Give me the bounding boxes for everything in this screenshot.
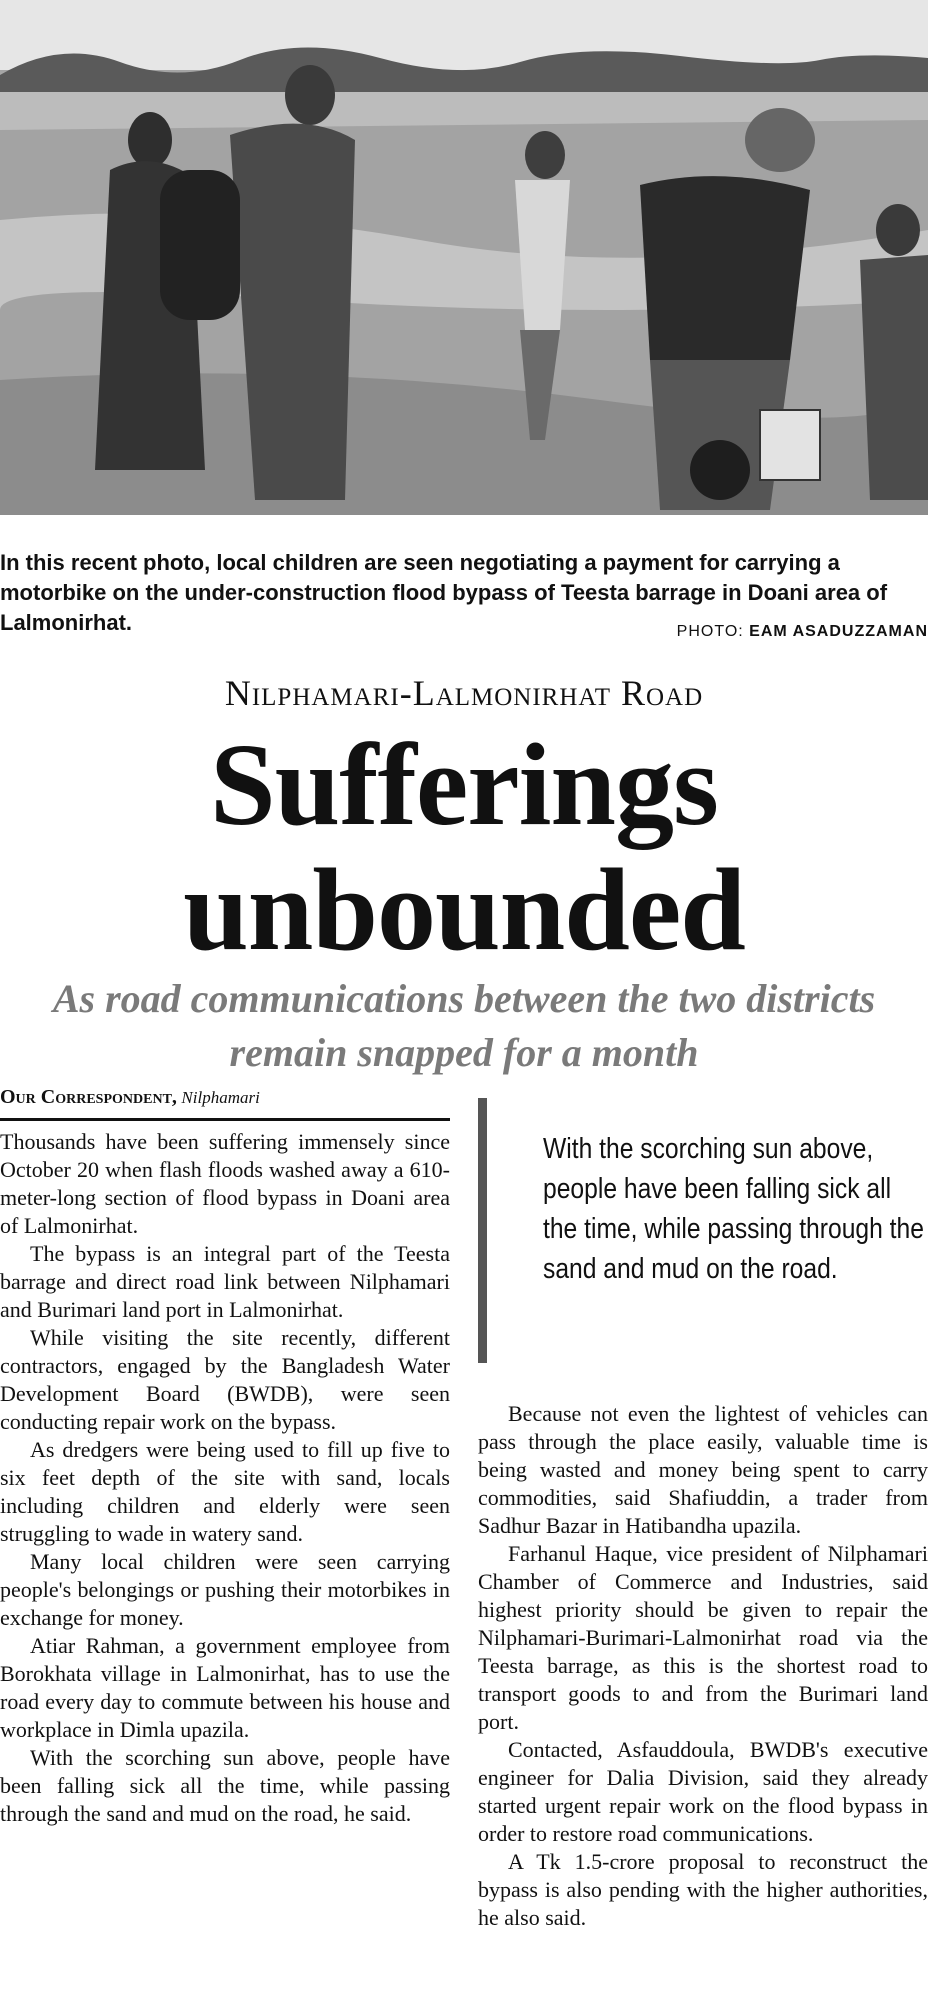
paragraph: With the scorching sun above, people have been falling sick all the time, while passing through the sand and mud on the road, he said. <box>0 1745 450 1826</box>
photo-credit-prefix: PHOTO: <box>676 623 744 640</box>
byline-place: Nilphamari <box>181 1088 260 1107</box>
byline-name: Our Correspondent, <box>0 1086 177 1108</box>
paragraph: Because not even the lightest of vehicles can pass through the place easily, valuable time is being wasted and money being spent to carry commodities, said Shafiuddin, a trader from Sadhur Bazar in Hatibandha upazila. <box>478 1401 928 1538</box>
article-column-1 <box>0 1128 450 1828</box>
news-photo <box>0 0 928 515</box>
paragraph: While visiting the site recently, different contractors, engaged by the Bangladesh Water Development Board (BWDB), were seen conducting repair work on the bypass. <box>0 1325 450 1434</box>
paragraph: Farhanul Haque, vice president of Nilphamari Chamber of Commerce and Industries, said highest priority should be given to repair the Nilphamari-Burimari-Lalmonirhat road via the Teesta barrage, as this is the shortest road to transport goods to and from the Burimari land port. <box>478 1541 928 1734</box>
headline-line-2: unbounded <box>183 844 745 975</box>
photo-scene <box>0 0 928 515</box>
byline <box>0 1086 260 1109</box>
paragraph: A Tk 1.5-crore proposal to reconstruct the bypass is also pending with the higher authorities, he also said. <box>478 1849 928 1930</box>
paragraph: Many local children were seen carrying people's belongings or pushing their motorbikes in exchange for money. <box>0 1549 450 1630</box>
article-column-2 <box>478 1400 928 1932</box>
photo-caption: In this recent photo, local children are seen negotiating a payment for carrying a motorbike on the under-construction flood bypass of Teesta barrage in Doani area of Lalmonirhat. <box>0 550 888 635</box>
headline-line-1: Sufferings <box>210 719 718 850</box>
deck-line-2: remain snapped for a month <box>229 1030 699 1075</box>
paragraph: Thousands have been suffering immensely since October 20 when flash floods washed away a 610-meter-long section of flood bypass in Doani area of Lalmonirhat. <box>0 1129 450 1238</box>
photo-credit <box>677 623 928 641</box>
pull-quote-text: With the scorching sun above, people have been falling sick all the time, while passing through the sand and mud on the road. <box>543 1133 924 1285</box>
byline-rule <box>0 1118 450 1121</box>
photo-credit-name: EAM ASADUZZAMAN <box>749 623 928 640</box>
kicker: Nilphamari-Lalmonirhat Road <box>224 673 704 713</box>
pull-quote <box>478 1098 928 1363</box>
paragraph: Contacted, Asfauddoula, BWDB's executive engineer for Dalia Division, said they already started urgent repair work on the flood bypass in order to restore road communications. <box>478 1737 928 1846</box>
paragraph: The bypass is an integral part of the Teesta barrage and direct road link between Nilphamari and Burimari land port in Lalmonirhat. <box>0 1241 450 1322</box>
paragraph: As dredgers were being used to fill up five to six feet depth of the site with sand, locals including children and elderly were seen struggling to wade in watery sand. <box>0 1437 450 1546</box>
paragraph: Atiar Rahman, a government employee from Borokhata village in Lalmonirhat, has to use the road every day to commute between his house and workplace in Dimla upazila. <box>0 1633 450 1742</box>
deck <box>0 972 928 1080</box>
headline <box>0 719 928 975</box>
deck-line-1: As road communications between the two districts <box>52 976 876 1021</box>
